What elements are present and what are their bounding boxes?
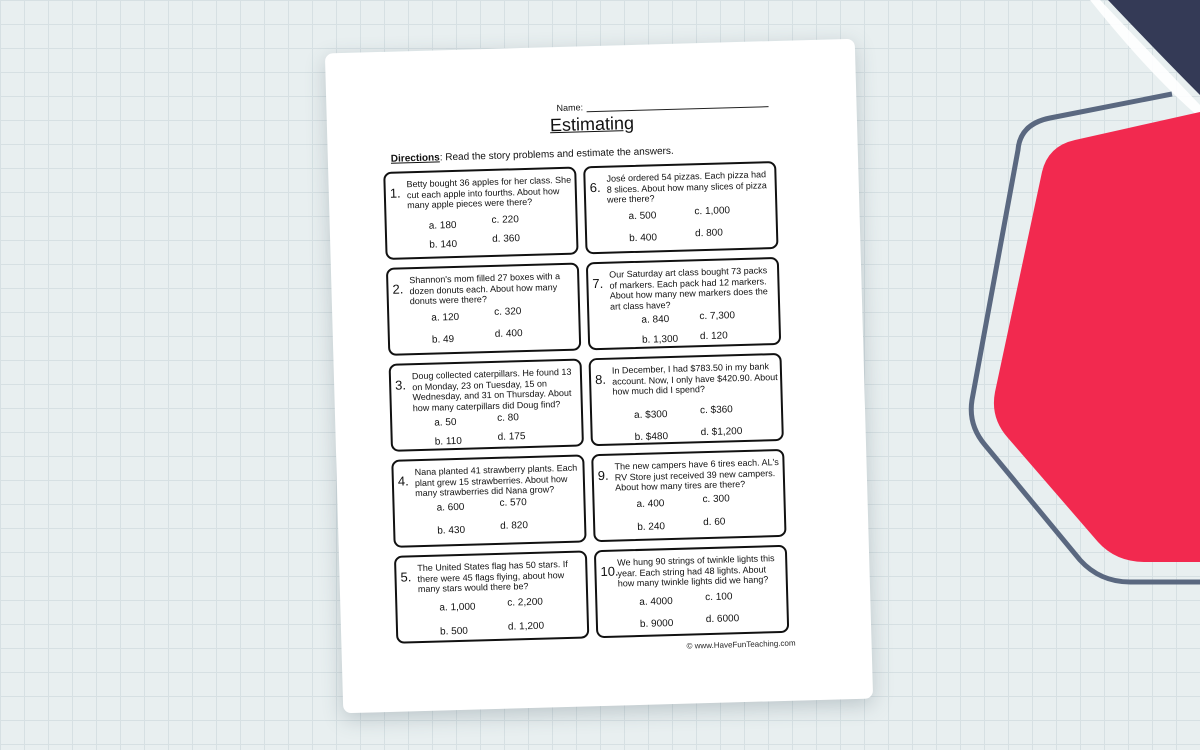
navy-shape [1108, 0, 1200, 95]
choice: b. 1,300 [641, 333, 679, 346]
problem-number: 6. [589, 179, 601, 196]
problem-box [386, 263, 581, 356]
problem-number: 7. [592, 275, 604, 292]
choice: a. 1,000 [439, 601, 476, 614]
problem-number: 10. [600, 563, 619, 580]
directions [391, 146, 674, 165]
choice: a. 840 [641, 314, 670, 326]
problem-text: In December, I had $783.50 in my bank account. Now, I only have $420.90. About how much did I spend? [611, 361, 778, 397]
choice: c. 7,300 [699, 310, 736, 323]
problem-box [586, 257, 781, 350]
choice: b. 110 [434, 435, 462, 448]
choice: c. 320 [494, 306, 522, 318]
choice: c. 220 [491, 214, 520, 226]
problem-text: The United States flag has 50 stars. If there were 45 flags flying, about how many stars would there be? [417, 558, 568, 595]
problem-number: 4. [397, 473, 409, 489]
problem-number: 3. [394, 377, 407, 393]
problem-number: 5. [400, 569, 412, 585]
problem-text: Betty bought 36 apples for her class. She cut each apple into fourths. About how many apple pieces were there? [406, 174, 572, 211]
problem-box [589, 353, 784, 446]
problem-box [591, 449, 786, 542]
problem-text: Our Saturday art class bought 73 packs of markers. Each pack had 12 markers. About how many new markers does the art class have? [609, 265, 768, 312]
problem-text: Nana planted 41 strawberry plants. Each plant grew 15 strawberries. About how many strawberries did Nana grow? [414, 462, 578, 499]
choice: c. 570 [499, 497, 527, 509]
problem-box [383, 167, 578, 260]
choice: c. 1,000 [694, 205, 731, 218]
choice: d. 400 [494, 328, 523, 340]
worksheet-page [325, 39, 873, 714]
choice: a. 50 [434, 416, 457, 429]
choice: c. $360 [699, 404, 733, 417]
choice: b. 400 [629, 232, 658, 245]
directions-text: : Read the story problems and estimate the answers. [439, 145, 674, 164]
problem-number: 9. [597, 467, 609, 484]
name-label: Name: [556, 102, 584, 114]
problem-text: We hung 90 strings of twinkle lights this year. Each string had 48 lights. About how many twinkle lights did we hang? [617, 553, 775, 589]
problem-box [389, 358, 584, 451]
choice: c. 80 [496, 412, 519, 424]
choice: d. 820 [500, 520, 529, 532]
problem-text: Shannon's mom filled 27 boxes with a dozen donuts each. About how many donuts were there? [409, 271, 561, 307]
problem-text: Doug collected caterpillars. He found 13 on Monday, 23 on Tuesday, 15 on Wednesday, and 31 on Thursday. About how many caterpillars did Doug find? [411, 366, 572, 413]
problem-box [394, 550, 589, 643]
choice: a. 180 [428, 219, 457, 232]
choice: b. $480 [634, 431, 669, 444]
choice: d. 360 [491, 233, 521, 245]
choice: b. 9000 [639, 618, 674, 630]
choice: b. 240 [637, 521, 666, 533]
problem-number: 8. [594, 371, 607, 388]
problem-text: The new campers have 6 tires each. AL's RV Store just received 39 new campers. About how many tires are there? [614, 457, 779, 493]
choice: a. 120 [431, 311, 460, 324]
choice: d. 6000 [705, 613, 740, 626]
copyright-text: © www.HaveFunTeaching.com [686, 638, 796, 651]
choice: c. 2,200 [507, 596, 544, 609]
problem-box [594, 545, 789, 638]
choice: d. $1,200 [700, 426, 743, 439]
worksheet-title: Estimating [549, 112, 635, 136]
directions-label: Directions [390, 152, 440, 165]
choice: a. 400 [636, 498, 665, 510]
problem-number: 1. [389, 185, 401, 201]
choice: d. 60 [702, 516, 726, 529]
choice: a. 4000 [639, 596, 673, 608]
choice: a. 600 [436, 501, 465, 514]
choice: a. 500 [628, 210, 657, 223]
choice: a. $300 [633, 409, 668, 422]
problem-box [583, 161, 778, 254]
problem-number: 2. [392, 281, 404, 297]
choice: b. 140 [429, 238, 458, 251]
choice: c. 100 [705, 591, 733, 604]
choice: b. 49 [431, 334, 455, 346]
choice: c. 300 [702, 493, 730, 506]
problem-text: José ordered 54 pizzas. Each pizza had 8 slices. About how many slices of pizza were there? [606, 169, 767, 205]
choice: d. 175 [497, 431, 526, 443]
choice: d. 120 [699, 330, 728, 343]
choice: b. 500 [439, 625, 469, 638]
choice: d. 800 [694, 227, 724, 240]
problem-box [391, 454, 586, 547]
choice: d. 1,200 [507, 620, 545, 633]
choice: b. 430 [437, 524, 466, 537]
